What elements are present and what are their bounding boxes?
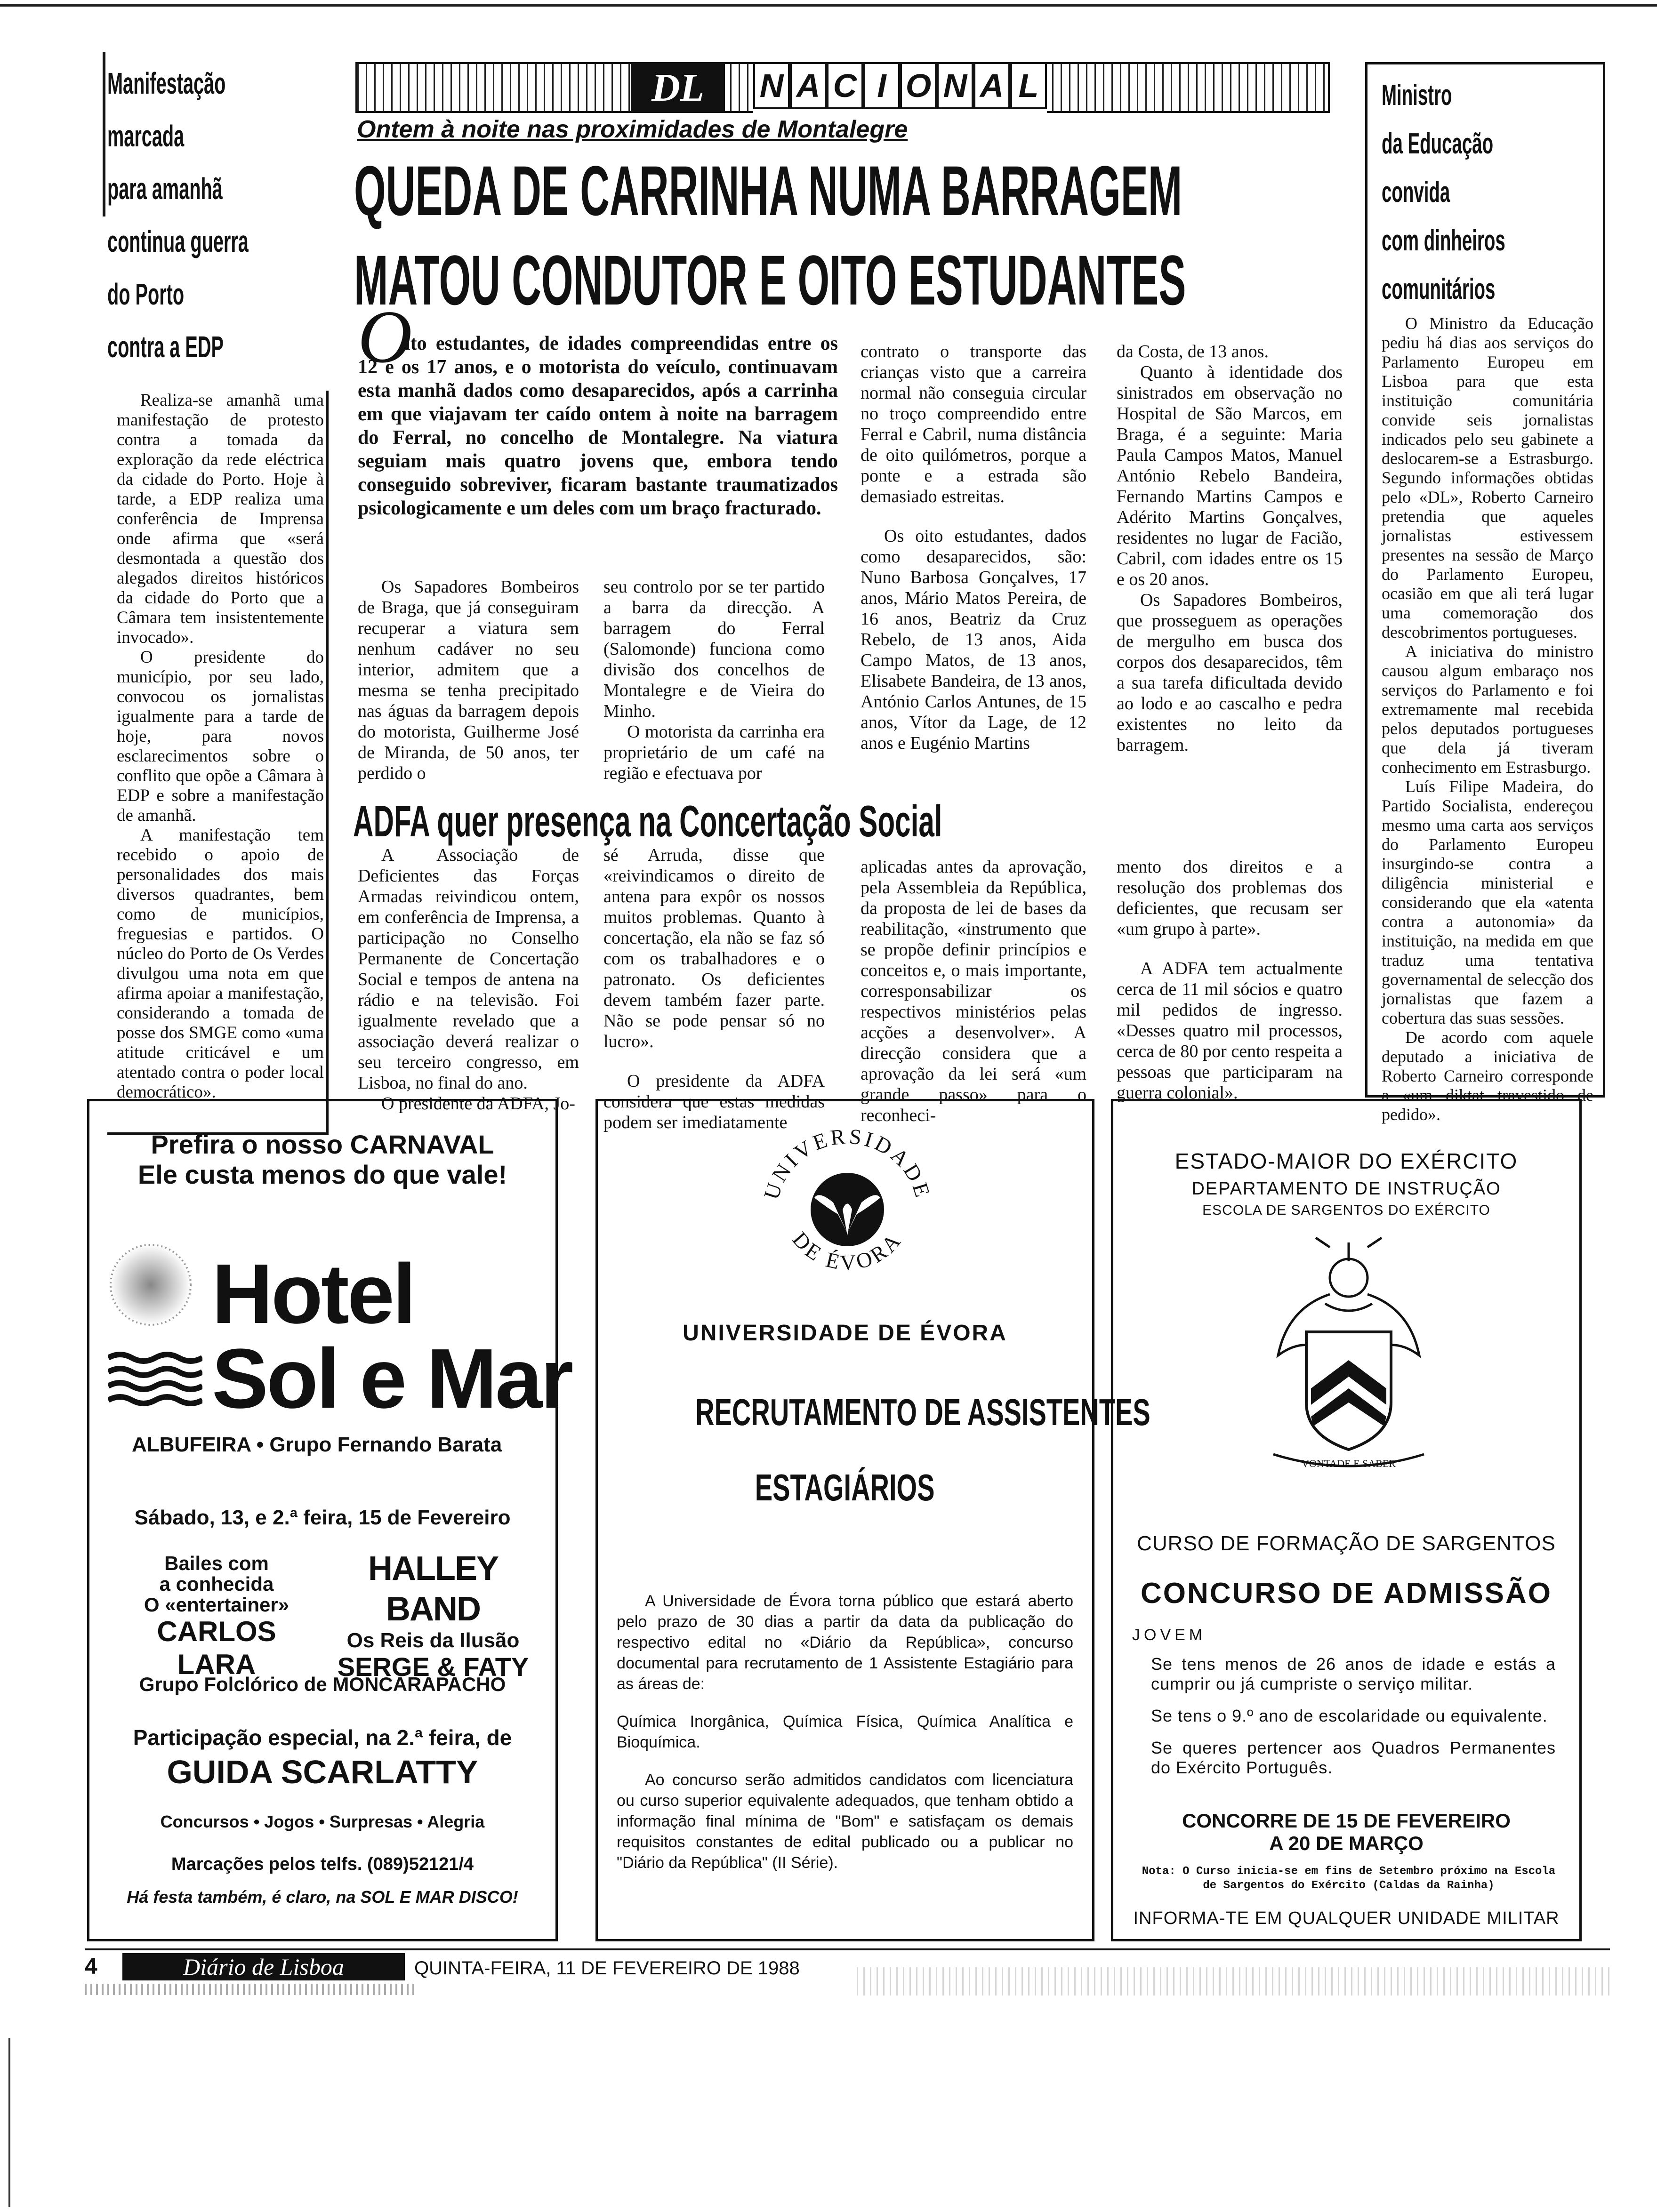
army-dates <box>1113 1810 1579 1855</box>
hotel-special: Participação especial, na 2.ª feira, de <box>133 1725 512 1750</box>
right-paragraph: O Ministro da Educação pediu há dias aos serviços do Parlamento Europeu em Lisboa para que esta instituição comunitária convide seis jornalistas indicados pelo seu gabinete a deslocarem-se a Estrasburgo. Segundo informações obtidas pelo «DL», Roberto Carneiro pretendia que aqueles jornalistas estivessem presentes na sessão de Março do Parlamento Europeu, ocasião em que ali terá lugar uma comemoração dos descobrimentos portugueses. <box>1382 314 1593 641</box>
left-sidebar <box>103 52 329 1102</box>
main-col-4-text: da Costa, de 13 anos. <box>1117 342 1269 361</box>
coat-of-arms-icon <box>1259 1233 1438 1487</box>
adfa-col-2-text: sé Arruda, disse que «reivindicamos o direito de antena para expôr os nossos muitos problemas. Quanto à concertação, ela não se faz só com os trabalhadores e o patronato. Os deficientes devem também fazer parte. Não se pode pensar só no lucro». <box>603 845 825 1051</box>
right-paragraph: Luís Filipe Madeira, do Partido Socialista, endereçou mesmo uma carta aos serviços do Parlamento Europeu insurgindo-se contra a diligência ministerial e considerando que ela «atenta contra a autonomia» da instituição, na medida em que traduz uma tentativa governamental de selecção dos jornalistas que fazem a cobertura das suas sessões. <box>1382 777 1593 1027</box>
hotel-right-line: SERGE & FATY <box>337 1652 529 1682</box>
sun-icon <box>108 1242 193 1327</box>
left-col-rule <box>326 391 329 1134</box>
hotel-phone: Marcações pelos telfs. (089)52121/4 <box>171 1854 474 1874</box>
section-letter: N <box>753 62 790 109</box>
footer-faded-text <box>857 1967 1610 1996</box>
army-jovem: JOVEM <box>1132 1626 1207 1644</box>
army-line-2: DEPARTAMENTO DE INSTRUÇÃO <box>1191 1179 1501 1199</box>
hotel-left-line: CARLOS LARA <box>157 1616 276 1680</box>
right-headline-line: comunitários <box>1382 273 1496 305</box>
hotel-dates: Sábado, 13, e 2.ª feira, 15 de Fevereiro <box>134 1506 511 1529</box>
right-headline <box>1382 79 1598 321</box>
main-col-2-text: seu controlo por se ter partido a barra da direcção. A barragem do Ferral (Salomonde) funciona como divisão dos concelhos de Montalegre e de Vieira do Minho. <box>603 577 825 721</box>
waves-icon <box>108 1351 202 1407</box>
hotel-ad <box>87 1099 572 1941</box>
hotel-right-line: Os Reis da Ilusão <box>346 1629 520 1652</box>
adfa-col-4-text: A ADFA tem actualmente cerca de 11 mil sócios e quatro mil pedidos de ingresso. «Desses quatro mil processos, cerca de 80 por cento respeita a pessoas que participaram na guerra colonial». <box>1117 959 1343 1103</box>
hotel-left-line: Bailes com <box>164 1552 269 1574</box>
hotel-party: Há festa também, é claro, na SOL E MAR DISCO! <box>127 1887 518 1907</box>
hotel-left-block <box>118 1553 315 1681</box>
main-headline-1-wrap <box>354 151 1295 230</box>
left-headline-line: do Porto <box>107 277 185 311</box>
army-line-3: ESCOLA DE SARGENTOS DO EXÉRCITO <box>1202 1202 1490 1218</box>
left-paragraph: O presidente do município, por seu lado, convocou os jornalistas igualmente para a tarde de hoje, para novos esclarecimentos sobre o conflito que opõe a Câmara à EDP e sobre a manifestação de amanhã. <box>117 648 324 825</box>
main-col-2 <box>603 577 825 784</box>
main-col-4 <box>1117 341 1343 755</box>
army-conditions <box>1151 1654 1556 1778</box>
adfa-col-3-text: aplicadas antes da aprovação, pela Assembleia da República, da proposta de lei de bases da reabilitação, «instrumento que se propõe definir princípios e conceitos e, o mais importante, corresponsabilizar os respectivos ministérios pelas acções a desenvolver». A direcção considera que a aprovação da lei será «um grande passo» para o reconheci- <box>861 857 1086 1125</box>
main-col-3-text: contrato o transporte das crianças visto que a carreira normal não conseguia circular no troço compreendido entre Ferral e Cabril, numa distância de oito quilómetros, porque a ponte e a estrada são demasiado estreitas. <box>861 342 1086 506</box>
lead-paragraph: ito estudantes, de idades compreendidas entre os 12 e os 17 anos, e o motorista do veículo, continuavam esta manhã dados como desaparecidos, após a carrinha em que viajavam ter caído ontem à noite na barragem do Ferral, no concelho de Montalegre. Na viatura seguiam mais quatro jovens que, embora tendo conseguido sobreviver, ficaram bastante traumatizados psicologicamente e um deles com um braço fracturado. <box>358 333 838 519</box>
paper-name: Diário de Lisboa <box>122 1953 405 1980</box>
adfa-col-1-text: O presidente da ADFA, Jo- <box>381 1094 575 1114</box>
adfa-col-2 <box>603 845 825 1133</box>
hotel-right-block <box>330 1548 537 1682</box>
adfa-col-1-text: A Associação de Deficientes das Forças Armadas reivindicou ontem, em conferência de Imprensa, a participação no Conselho Permanente de Concertação Social e tempos de antena na rádio e na televisão. Foi igualmente revelado que a associação deverá realizar o seu terceiro congresso, em Lisboa, no final do ano. <box>358 845 579 1093</box>
main-col-2-text: O motorista da carrinha era proprietário de um café na região e efectuava por <box>603 722 825 783</box>
section-letter: A <box>790 62 827 109</box>
footer-date: QUINTA-FEIRA, 11 DE FEVEREIRO DE 1988 <box>414 1958 800 1979</box>
right-headline-line: com dinheiros <box>1382 224 1505 257</box>
page-number: 4 <box>85 1953 118 1980</box>
sidebar-rule <box>103 52 105 216</box>
left-headline-line: Manifestação <box>107 66 226 100</box>
footer-rule <box>85 1948 1610 1950</box>
adfa-col-4-text: mento dos direitos e a resolução dos problemas dos deficientes, que recusam ser «um grupo à parte». <box>1117 857 1343 939</box>
main-headline-1: QUEDA DE CARRINHA NUMA BARRAGEM <box>354 151 1182 230</box>
hotel-slogan <box>89 1130 555 1190</box>
army-condition: Se tens o 9.º ano de escolaridade ou equivalente. <box>1151 1706 1548 1725</box>
army-dates-2: A 20 DE MARÇO <box>1269 1832 1424 1854</box>
left-headline <box>107 66 324 382</box>
evora-headline-2: ESTAGIÁRIOS <box>755 1467 935 1508</box>
hotel-extras: Concursos • Jogos • Surpresas • Alegria <box>160 1812 485 1831</box>
section-letter: A <box>973 62 1010 109</box>
army-ad <box>1111 1099 1582 1941</box>
main-col-3 <box>861 341 1086 753</box>
left-headline-line: contra a EDP <box>107 330 224 364</box>
margin-rule <box>8 2038 10 2207</box>
hotel-name-2: Sol e Mar <box>212 1331 572 1426</box>
hotel-left-line: a conhecida <box>159 1573 274 1595</box>
right-headline-line: da Educação <box>1382 128 1494 160</box>
adfa-col-2-text: O presidente da ADFA considera que estas medidas podem ser imediatamente <box>603 1071 825 1132</box>
section-letter: C <box>827 62 863 109</box>
right-headline-line: convida <box>1382 176 1450 208</box>
evora-body <box>617 1591 1073 1873</box>
army-condition: Se queres pertencer aos Quadros Permanentes do Exército Português. <box>1151 1738 1556 1777</box>
main-headline-2: MATOU CONDUTOR E OITO ESTUDANTES <box>354 240 1186 320</box>
left-paragraph: A manifestação tem recebido o apoio de personalidades dos mais diversos quadrantes, bem como de municípios, freguesias e partidos. O núcleo do Porto de Os Verdes divulgou uma nota em que afirma apoiar a manifestação, considerando a tomada de posse dos SMGE como «uma atitude criticável e um atentado contra o poder local democrático». <box>117 825 324 1102</box>
hotel-guida: GUIDA SCARLATTY <box>167 1754 478 1790</box>
evora-headline-2-wrap <box>598 1466 1092 1509</box>
evora-headline-1-wrap <box>598 1391 1150 1434</box>
kicker: Ontem à noite nas proximidades de Montalegre <box>357 116 908 143</box>
top-rule <box>0 4 1657 7</box>
left-body <box>117 391 324 1102</box>
army-dates-1: CONCORRE DE 15 DE FEVEREIRO <box>1182 1810 1511 1832</box>
section-letter: I <box>863 62 900 109</box>
main-col-1-text: Os Sapadores Bombeiros de Braga, que já conseguiram recuperar a viatura sem nenhum cadáver no seu interior, admitem que a mesma se tenha precipitado nas águas da barragem depois do motorista, Guilherme José de Miranda, de 50 anos, ter perdido o <box>358 577 579 783</box>
evora-paragraph: Química Inorgânica, Química Física, Química Analítica e Bioquímica. <box>617 1713 1073 1751</box>
army-note: Nota: O Curso inicia-se em fins de Setembro próximo na Escola de Sargentos do Exército (Caldas da Rainha) <box>1142 1865 1556 1892</box>
main-col-4-text: Os Sapadores Bombeiros, que prosseguem as operações de mergulho em busca dos corpos dos desaparecidos, têm a sua tarefa dificultada devido ao lodo e ao cascalho e pedra existentes no leito da barragem. <box>1117 590 1343 755</box>
right-paragraph: De acordo com aquele deputado a iniciativa de Roberto Carneiro corresponde a «um diktat travestido de pedido». <box>1382 1028 1593 1124</box>
seal-top-text: UNIVERSIDADE <box>759 1124 936 1202</box>
main-headline-2-wrap <box>354 240 1295 320</box>
evora-paragraph: Ao concurso serão admitidos candidatos com licenciatura ou curso superior equivalente adequados, que tenham obtido a informação final mínima de "Bom" e satisfaçam os demais requisitos constantes de edital publicado ou a publicar no "Diário da República" (II Série). <box>617 1771 1073 1872</box>
army-footer: INFORMA-TE EM QUALQUER UNIDADE MILITAR <box>1133 1908 1560 1928</box>
left-headline-line: marcada <box>107 119 185 153</box>
army-contest: CONCURSO DE ADMISSÃO <box>1140 1577 1552 1610</box>
main-col-1 <box>358 577 579 784</box>
adfa-headline: ADFA quer presença na Concertação Social <box>353 796 942 846</box>
army-course: CURSO DE FORMAÇÃO DE SARGENTOS <box>1137 1532 1556 1555</box>
army-condition: Se tens menos de 26 anos de idade e estás a cumprir ou já cumpriste o serviço militar. <box>1151 1654 1556 1693</box>
hotel-left-line: O «entertainer» <box>144 1594 290 1616</box>
evora-seal <box>748 1120 946 1290</box>
right-paragraph: A iniciativa do ministro causou algum embaraço nos serviços do Parlamento e foi extremamente mal recebida pelos deputados portugueses que dela já tiveram conhecimento em Estrasburgo. <box>1382 642 1593 777</box>
evora-title: UNIVERSIDADE DE ÉVORA <box>683 1321 1007 1346</box>
drop-cap: O <box>358 295 412 378</box>
section-letter: L <box>1010 62 1047 109</box>
main-col-4-text: Quanto à identidade dos sinistrados em observação no Hospital de São Marcos, em Braga, é a seguinte: Maria Paula Campos Matos, Manuel António Rebelo Bandeira, Fernando Martins Campos e Adérito Martins Gonçalves, residentes no lugar de Facião, Cabril, com idades entre os 15 e os 20 anos. <box>1117 362 1343 589</box>
section-letter: N <box>937 62 973 109</box>
footer-pattern <box>85 1984 414 1995</box>
evora-headline-1: RECRUTAMENTO DE ASSISTENTES <box>695 1391 1150 1433</box>
right-sidebar <box>1365 62 1605 1124</box>
left-headline-line: continua guerra <box>107 224 249 258</box>
section-letter: O <box>900 62 937 109</box>
main-col-3-text: Os oito estudantes, dados como desaparecidos, são: Nuno Barbosa Gonçalves, 17 anos, Mário Matos Pereira, de 16 anos, Beatriz da Cruz Rebelo, de 13 anos, Aida Campo Matos, de 13 anos, Elisabete Bandeira, de 13 anos, António Carlos Antunes, de 15 anos, Vítor da Lage, de 12 anos e Eugénio Martins <box>861 526 1086 753</box>
left-paragraph: Realiza-se amanhã uma manifestação de protesto contra a tomada da exploração da rede eléctrica da cidade do Porto. Hoje à tarde, a EDP realiza uma conferência de Imprensa onde afirma que «será desmontada a questão dos alegados direitos históricos da cidade do Porto que a Câmara tem insistentemente invocado». <box>117 391 324 647</box>
hotel-slogan-1: Prefira o nosso CARNAVAL <box>151 1130 494 1159</box>
adfa-col-1 <box>358 845 579 1114</box>
seal-bottom-text: DE ÉVORA <box>788 1227 907 1275</box>
hotel-location: ALBUFEIRA • Grupo Fernando Barata <box>132 1433 502 1456</box>
evora-paragraph: A Universidade de Évora torna público que estará aberto pelo prazo de 30 dias a partir da data da publicação do respectivo edital no «Diário da República», concurso documental para recrutamento de 1 Assistente Estagiário para as áreas de: <box>617 1592 1073 1693</box>
left-headline-line: para amanhã <box>107 172 223 206</box>
evora-ad <box>595 1099 1150 1941</box>
army-line-1: ESTADO-MAIOR DO EXÉRCITO <box>1174 1149 1518 1173</box>
adfa-headline-wrap <box>353 795 1012 847</box>
hotel-name-1: Hotel <box>212 1247 414 1341</box>
hotel-slogan-2: Ele custa menos do que vale! <box>137 1160 507 1189</box>
army-motto: VONTADE E SABER <box>1302 1458 1396 1469</box>
dl-logo: DL <box>631 62 725 113</box>
right-headline-line: Ministro <box>1382 79 1452 112</box>
adfa-col-3 <box>861 857 1086 1126</box>
hotel-folk: Grupo Folclórico de MONCARAPACHO <box>139 1673 506 1695</box>
hotel-band: HALLEY BAND <box>368 1550 498 1628</box>
section-letters <box>753 62 1047 113</box>
adfa-col-4 <box>1117 857 1343 1103</box>
right-body <box>1382 314 1593 1124</box>
